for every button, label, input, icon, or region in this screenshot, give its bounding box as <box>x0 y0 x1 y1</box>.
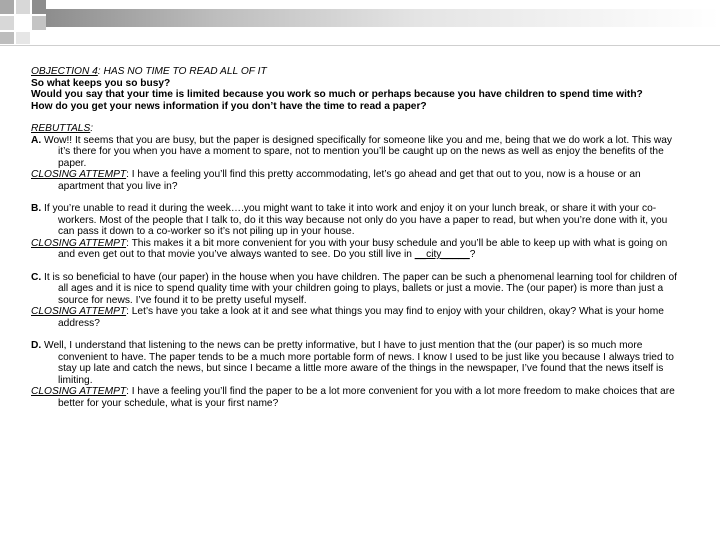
closing-end: ? <box>469 249 476 260</box>
rebuttal-letter: D. <box>31 340 42 351</box>
rebuttal-text: It is so beneficial to have (our paper) in the house when you have children. The paper can be such a phenomenal learning tool for children of all ages and it is nice to spend quality time with your children going to plays, ballets or just a movie. The (our paper) is more than just a source for news. I’ve found it to be pretty useful myself. <box>41 271 677 306</box>
closing-text: : I have a feeling you’ll find the paper to be a lot more convenient for you with a lot more freedom to make choices that are better for your schedule, what is your first name? <box>58 386 675 409</box>
closing-text: : This makes it a bit more convenient for you with your busy schedule and you’ll be able to keep up with what is going on and even get out to that movie you’ve always wanted to see. Do you still live in <box>58 237 668 260</box>
closing-label: CLOSING ATTEMPT <box>31 169 127 180</box>
closing-text: : I have a feeling you’ll find this pretty accommodating, let’s go ahead and get that out to you, now is a house or an apartment that you live in? <box>58 169 641 192</box>
closing-label: CLOSING ATTEMPT <box>31 306 127 317</box>
rebuttal-a <box>31 135 681 170</box>
decorative-gradient-band <box>46 9 720 27</box>
closing-attempt-b <box>31 238 681 261</box>
objection-heading <box>31 66 681 78</box>
objection-question-2: Would you say that your time is limited because you work so much or perhaps because you have children to spend time with? <box>31 89 643 100</box>
closing-attempt-a <box>31 169 681 192</box>
rebuttal-d <box>31 340 681 386</box>
rebuttal-letter: B. <box>31 203 42 214</box>
rebuttals-label: REBUTTALS <box>31 123 91 134</box>
objection-title: : HAS NO TIME TO READ ALL OF IT <box>97 66 267 77</box>
objection-question-1: So what keeps you so busy? <box>31 77 171 89</box>
rebuttals-heading <box>31 123 681 135</box>
closing-text: : Let’s have you take a look at it and see what things you may find to enjoy with your children, okay? What is your home address? <box>58 306 664 329</box>
closing-label: CLOSING ATTEMPT <box>31 237 127 249</box>
rebuttal-letter: C. <box>31 271 42 283</box>
closing-attempt-c <box>31 306 681 329</box>
rebuttal-b <box>31 203 681 238</box>
rebuttal-letter: A. <box>31 134 42 146</box>
rebuttal-text: Wow!! It seems that you are busy, but the paper is designed specifically for someone like you and me, being that we do work a lot. This way it’s there for you when you have a moment to spare, not to mention you’ll be caught up on the news as well as enjoy the benefits of the paper. <box>41 134 673 169</box>
rebuttal-c <box>31 272 681 307</box>
rebuttals-label-suffix: : <box>90 123 94 134</box>
rebuttal-text: Well, I understand that listening to the news can be pretty informative, but I have to just mention that the (our paper) is so much more convenient to have. The paper tends to be a much more portable form of news. I know I used to be just like you because I always tried to stay up late and catch the news, but since I became a little more aware of the things in the newspaper, I’ve found that the news itself is limiting. <box>41 340 674 386</box>
objection-label: OBJECTION 4 <box>31 66 98 77</box>
document-body <box>31 66 681 409</box>
city-blank: __city_____ <box>414 249 470 260</box>
objection-question-3: How do you get your news information if you don’t have the time to read a paper? <box>31 100 427 112</box>
closing-attempt-d <box>31 386 681 409</box>
rebuttal-text: If you’re unable to read it during the week….you might want to take it into work and enjoy it on your lunch break, or share it with your co-workers. Most of the people that I talk to, do it this way because not only do you have a paper to read, but when you’re done with it, you can pass it down to a co-worker so it’s not piling up in your house. <box>41 203 668 237</box>
closing-label: CLOSING ATTEMPT <box>31 386 127 397</box>
header-divider <box>0 45 720 46</box>
